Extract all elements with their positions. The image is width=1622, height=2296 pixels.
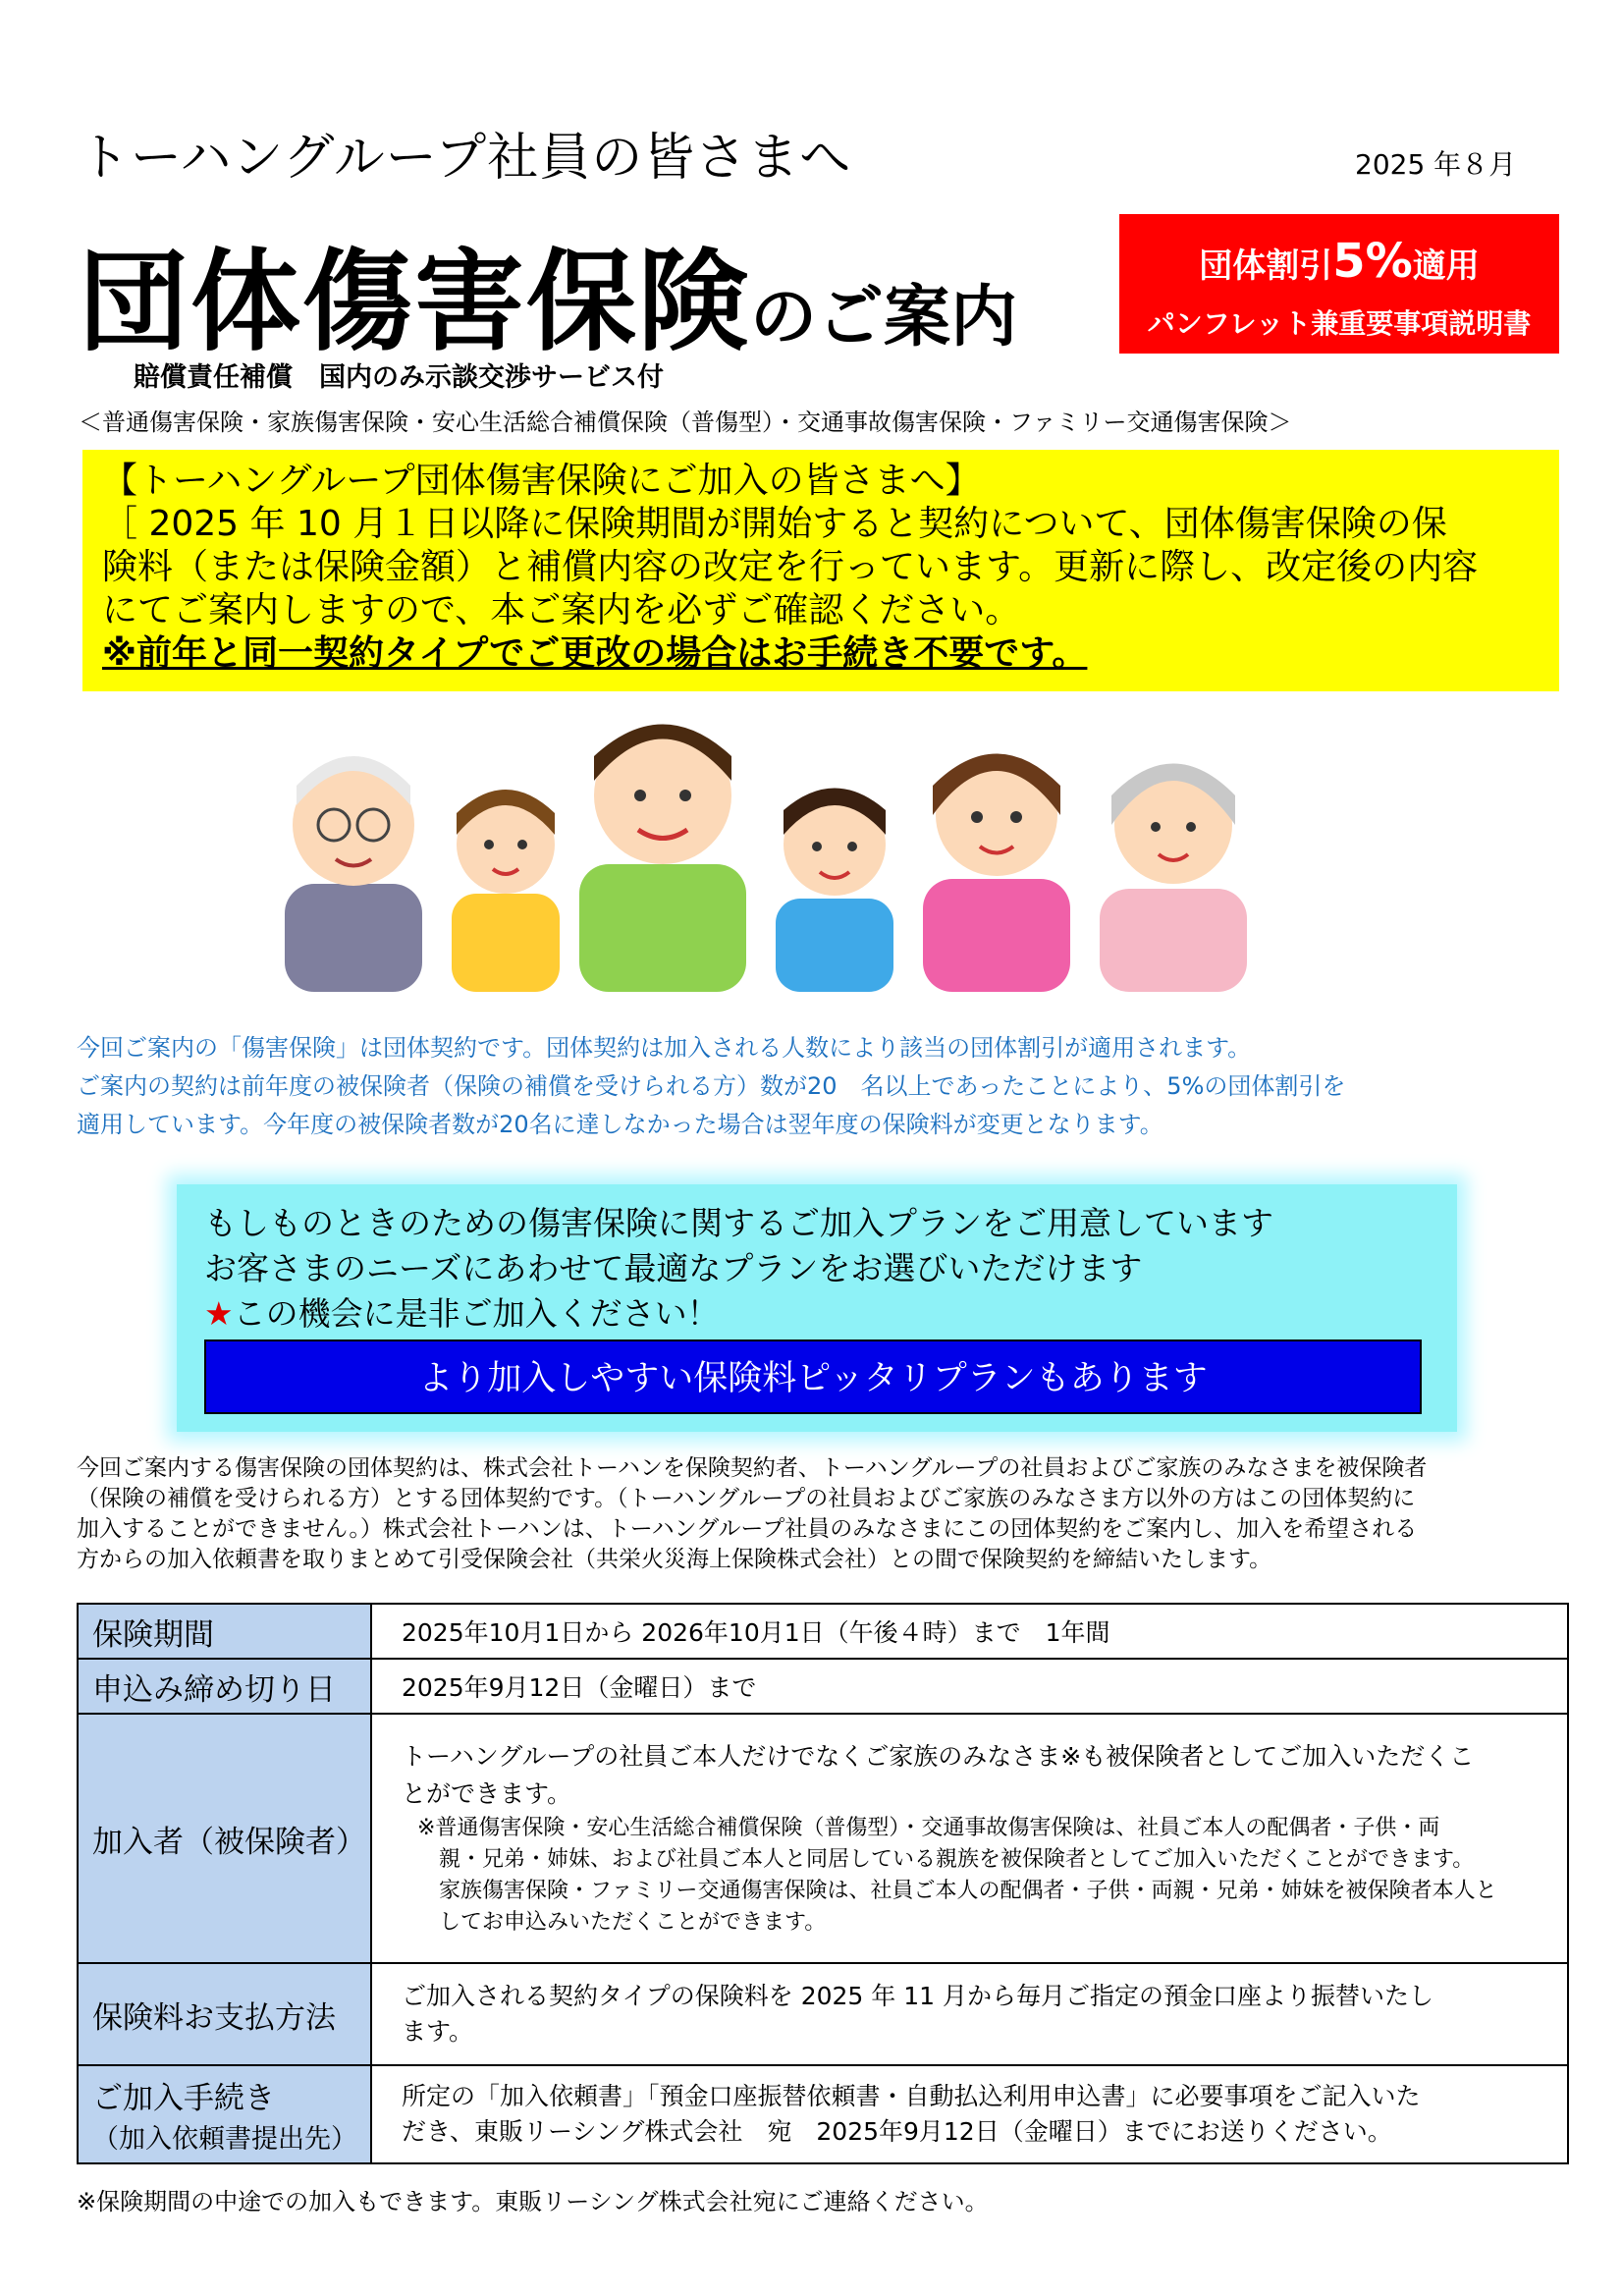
procedure-label [78,2065,371,2163]
procedure-title: ご加入手続き [92,2081,275,2116]
promo-cta-text: この機会に是非ご加入ください！ [233,1294,720,1333]
title-suffix: のご案内 [750,279,1018,356]
discount-badge [1119,214,1559,354]
period-label: 保険期間 [78,1604,371,1659]
deadline-label: 申込み締め切り日 [78,1659,371,1714]
addressee-heading: トーハングループ社員の皆さまへ [79,129,852,188]
notice-line: 険料（または保険金額）と補償内容の改定を行っています。更新に際し、改定後の内容 [102,547,1479,587]
insured-note: してお申込みいただくことができます。 [417,1910,827,1935]
payment-value [371,1963,1568,2065]
star-icon: ★ [204,1294,234,1333]
payment-text: ご加入される契約タイプの保険料を 2025 年 11 月から毎月ご指定の預金口座より振替いたし [402,1982,1433,2010]
plan-banner: より加入しやすい保険料ピッタリプランもあります [204,1339,1422,1414]
contract-line: 方からの加入依頼書を取りまとめて引受保険会社（共栄火災海上保険株式会社）との間で保険契約を締結いたします。 [77,1547,1272,1572]
discount-pct: 5% [1332,234,1413,289]
table-row [78,2065,1568,2163]
footer-note: ※保険期間の中途での加入もできます。東販リーシング株式会社宛にご連絡ください。 [77,2188,989,2215]
girl-figure [452,790,560,992]
enrollment-info-table [77,1603,1569,2164]
promo-line [204,1288,720,1335]
title-main: 団体傷害保険 [79,239,750,366]
table-row [78,1963,1568,2065]
boy-figure [776,789,893,993]
procedure-subtitle: （加入依頼書提出先） [92,2124,357,2155]
discount-post: 適用 [1412,246,1480,286]
explanation-line: 今回ご案内の「傷害保険」は団体契約です。団体契約は加入される人数により該当の団体割引が適用されます。 [77,1034,1252,1062]
table-row [78,1659,1568,1714]
notice-emphasis: ※前年と同一契約タイプでご更改の場合はお手続き不要です。 [102,633,1088,674]
issue-date: 2025 年８月 [1355,148,1517,181]
insured-note: ※普通傷害保険・安心生活総合補償保険（普傷型）・交通事故傷害保険は、社員ご本人の配偶者・子供・両 [417,1816,1440,1840]
period-value: 2025年10月1日から 2026年10月1日（午後４時）まで 1年間 [371,1604,1568,1659]
group-discount-explanation [77,1029,1345,1144]
contract-line: （保険の補償を受けられる方）とする団体契約です。（トーハングループの社員およびご家族のみなさま方以外の方はこの団体契約に [77,1486,1416,1511]
procedure-text: 所定の「加入依頼書」「預金口座振替依頼書・自動払込利用申込書」に必要事項をご記入いた [402,2082,1421,2110]
deadline-value: 2025年9月12日（金曜日）まで [371,1659,1568,1714]
payment-label: 保険料お支払方法 [78,1963,371,2065]
insured-note: 親・兄弟・姉妹、および社員ご本人と同居している親族を被保険者としてご加入いただくことができます。 [417,1847,1475,1872]
explanation-line: 適用しています。今年度の被保険者数が20名に達しなかった場合は翌年度の保険料が変更となります。 [77,1111,1163,1138]
insurance-types: ＜普通傷害保険・家族傷害保険・安心生活総合補償保険（普傷型）・交通事故傷害保険・ファミリー交通傷害保険＞ [79,409,1292,436]
family-illustration [275,697,1375,992]
explanation-line: ご案内の契約は前年度の被保険者（保険の補償を受けられる方）数が20 名以上であったことにより、5%の団体割引を [77,1072,1346,1100]
father-figure [579,725,746,993]
discount-pre: 団体割引 [1199,246,1333,286]
notice-line: ［ 2025 年 10 月１日以降に保険期間が開始すると契約について、団体傷害保険の保 [102,504,1447,544]
table-row [78,1604,1568,1659]
contract-description [77,1453,1569,1575]
grandfather-figure [285,756,422,992]
payment-text: ます。 [402,2017,474,2046]
mother-figure [923,754,1070,993]
grandmother-figure [1100,764,1247,993]
page-title [79,214,1017,372]
pamphlet-label: パンフレット兼重要事項説明書 [1147,307,1532,340]
insured-value [371,1714,1568,1963]
procedure-value [371,2065,1568,2163]
contract-line: 加入することができません。）株式会社トーハンは、トーハングループ社員のみなさまにこの団体契約をご案内し、加入を希望される [77,1516,1418,1542]
promo-line: お客さまのニーズにあわせて最適なプランをお選びいただけます [204,1249,1143,1287]
notice-line: 【トーハングループ団体傷害保険にご加入の皆さまへ】 [102,461,981,501]
table-row [78,1714,1568,1963]
insured-text: トーハングループの社員ご本人だけでなくご家族のみなさま※も被保険者としてご加入いただくこ [402,1742,1475,1771]
renewal-notice [82,450,1559,691]
discount-rate [1119,234,1559,289]
insured-label: 加入者（被保険者） [78,1714,371,1963]
subtitle: 賠償責任補償 国内のみ示談交渉サービス付 [134,362,664,393]
insured-text: とができます。 [402,1779,572,1808]
notice-line: にてご案内しますので、本ご案内を必ずご確認ください。 [102,590,1021,630]
procedure-text: だき、東販リーシング株式会社 宛 2025年9月12日（金曜日）までにお送りください。 [402,2117,1392,2146]
promo-line: もしものときのための傷害保険に関するご加入プランをご用意しています [204,1204,1273,1242]
insured-note: 家族傷害保険・ファミリー交通傷害保険は、社員ご本人の配偶者・子供・両親・兄弟・姉妹を被保険者本人と [417,1879,1497,1903]
plan-promo-box [177,1184,1457,1432]
contract-line: 今回ご案内する傷害保険の団体契約は、株式会社トーハンを保険契約者、トーハングループの社員およびご家族のみなさまを被保険者 [77,1455,1428,1481]
